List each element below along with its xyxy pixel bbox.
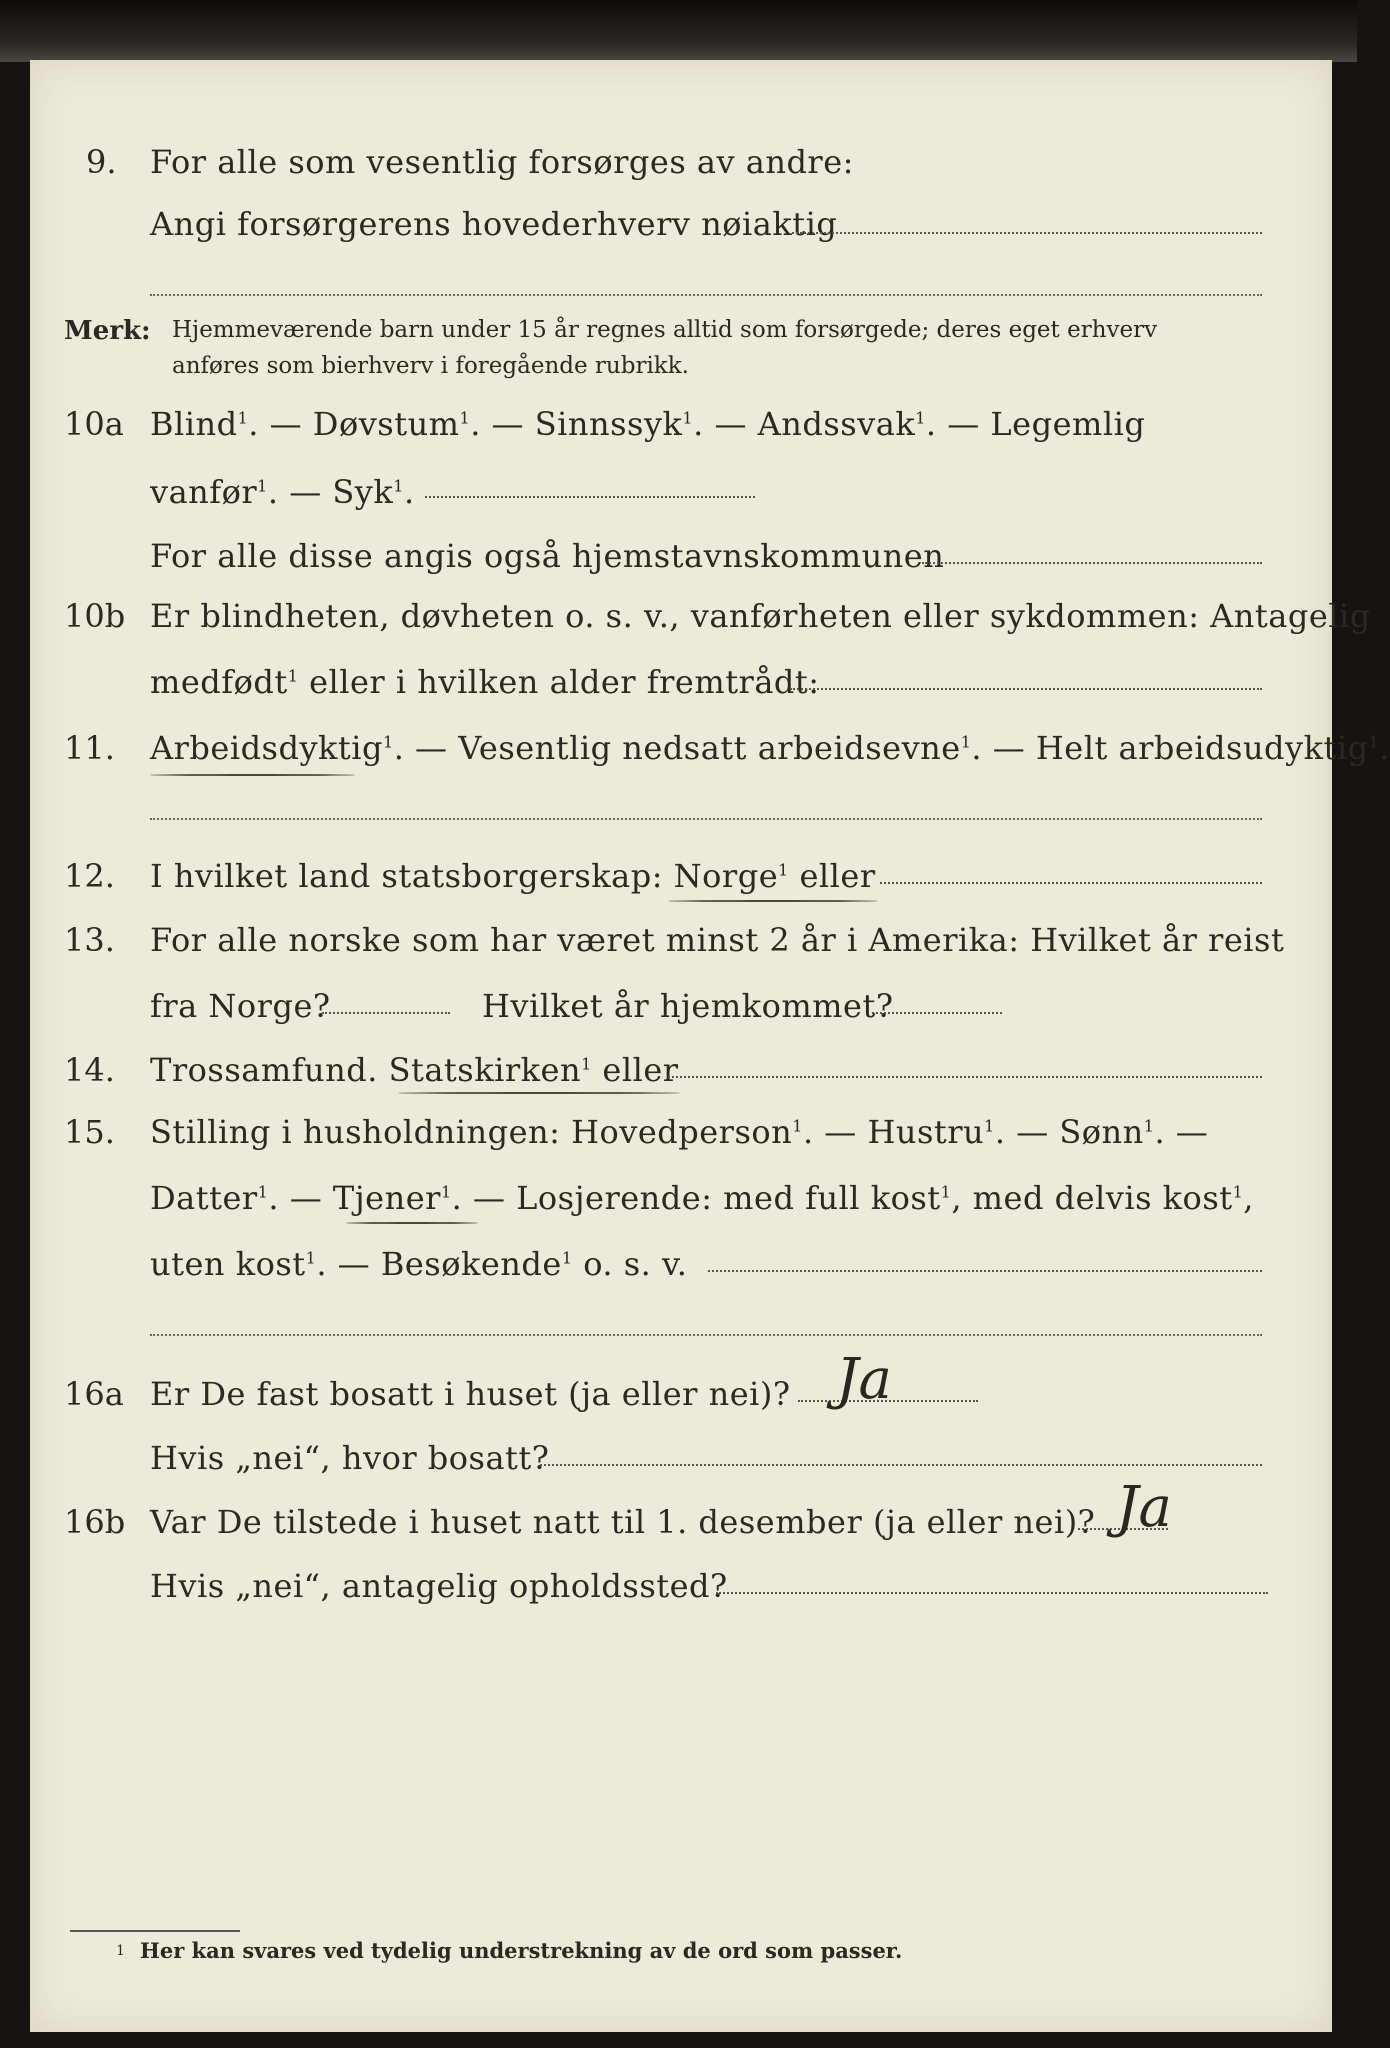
q10b-answer-line[interactable] [790,688,1262,690]
q10a-hjemstavn-line[interactable] [922,562,1262,564]
q12-number: 12. [64,857,115,895]
q15-line2: Datter$^1$. — Tjener$^1$. — Losjerende: med full kost$^1$, med delvis kost$^1$, [150,1179,1254,1217]
q10a-line1: Blind$^1$. — Døvstum$^1$. — Sinnssyk$^1$. — Andssvak$^1$. — Legemlig [150,405,1146,443]
footnote-text: Her kan svares ved tydelig understrekning av de ord som passer. [140,1938,903,1963]
q10a-line2: vanfør$^1$. — Syk$^1$. [150,473,415,511]
q13-line2b: Hvilket år hjemkommet? [482,987,894,1025]
q15-line3: uten kost$^1$. — Besøkende$^1$ o. s. v. [150,1245,688,1283]
q14-number: 14. [64,1051,115,1089]
q13-hjemkommet-line[interactable] [872,1012,1002,1014]
q16a-line2: Hvis „nei“, hvor bosatt? [150,1439,550,1477]
q13-number: 13. [64,921,115,959]
q15-line1: Stilling i husholdningen: Hovedperson$^1$. — Hustru$^1$. — Sønn$^1$. — [150,1113,1209,1151]
q10b-line2: medfødt$^1$ eller i hvilken alder fremtrådt: [150,663,820,701]
q9-number: 9. [86,143,117,181]
q16a-bosatt-line[interactable] [540,1464,1262,1466]
q12-line1: I hvilket land statsborgerskap: Norge$^1$ eller [150,857,876,895]
q16b-opholdssted-line[interactable] [716,1592,1268,1594]
merk-line2: anføres som bierhverv i foregående rubrikk. [172,353,689,379]
q10b-number: 10b [64,597,126,635]
q12-underline-norge [668,900,878,902]
q16a-line1: Er De fast bosatt i huset (ja eller nei)? [150,1375,791,1413]
q11-number: 11. [64,729,115,767]
q13-line1: For alle norske som har været minst 2 år i Amerika: Hvilket år reist [150,921,1285,959]
q11-line1: Arbeidsdyktig$^1$. — Vesentlig nedsatt arbeidsevne$^1$. — Helt arbeidsudyktig$^1$. [150,729,1390,767]
q9-answer-line-2[interactable] [150,294,1262,296]
q16b-handwritten-answer: Ja [1116,1475,1172,1540]
q13-reist-line[interactable] [322,1012,450,1014]
q9-answer-line[interactable] [792,232,1262,234]
q16b-number: 16b [64,1503,126,1541]
merk-label: Merk: [64,316,151,346]
q11-underline-arbeidsdyktig [150,774,355,776]
q14-line1: Trossamfund. Statskirken$^1$ eller [150,1051,679,1089]
q13-line2a: fra Norge? [150,987,331,1025]
q16a-handwritten-answer: Ja [836,1347,892,1412]
q16b-line2: Hvis „nei“, antagelig opholdssted? [150,1567,728,1605]
q11-answer-line[interactable] [150,818,1262,820]
q16a-number: 16a [64,1375,124,1413]
scan-edge [0,0,1357,62]
q10b-line1: Er blindheten, døvheten o. s. v., vanførheten eller sykdommen: Antagelig [150,597,1371,635]
q16b-line1: Var De tilstede i huset natt til 1. desember (ja eller nei)? [150,1503,1096,1541]
q14-underline-statskirken [398,1092,680,1094]
q15-underline-tjener [346,1222,478,1224]
merk-line1: Hjemmeværende barn under 15 år regnes alltid som forsørgede; deres eget erhverv [172,317,1158,343]
q10a-line3: For alle disse angis også hjemstavnskommunen [150,537,945,575]
footnote-mark: 1 [116,1943,125,1959]
q10a-number: 10a [64,405,124,443]
footnote-rule [70,1930,240,1932]
q15-answer-line[interactable] [708,1270,1262,1272]
q14-answer-line[interactable] [668,1076,1262,1078]
q15-answer-line-2[interactable] [150,1334,1262,1336]
q10a-answer-line[interactable] [425,496,755,498]
q9-line1: For alle som vesentlig forsørges av andre: [150,143,854,181]
q15-number: 15. [64,1113,115,1151]
q9-line2: Angi forsørgerens hovederhverv nøiaktig [150,205,838,243]
q12-answer-line[interactable] [880,882,1262,884]
